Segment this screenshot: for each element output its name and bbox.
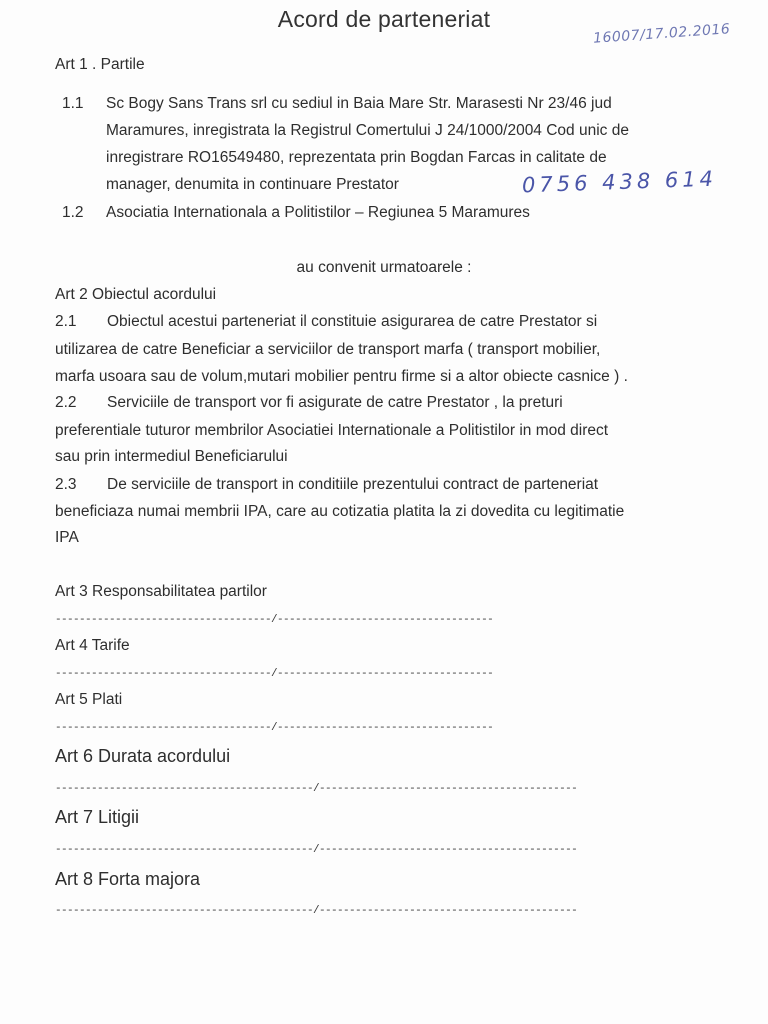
art2-p2-first-line (55, 393, 563, 413)
art2-p1-number: 2.1 (55, 313, 77, 330)
handwritten-phone-number: 0756 438 614 (521, 166, 718, 198)
art1-p1-line: inregistrare RO16549480, reprezentata prin Bogdan Farcas in calitate de (106, 149, 607, 166)
art2-p1-line: utilizarea de catre Beneficiar a serviciilor de transport marfa ( transport mobilier, (55, 341, 601, 358)
art7-heading: Art 7 Litigii (55, 807, 140, 827)
art2-p3-first-line (55, 475, 598, 495)
signature-line-art7: -------------------------------------------/------------------------------------------- (55, 844, 578, 856)
art5-heading: Art 5 Plati (55, 691, 123, 708)
art2-heading: Art 2 Obiectul acordului (55, 286, 217, 303)
art2-p1-line: Obiectul acestui parteneriat il constituie asigurarea de catre Prestator si (107, 313, 598, 330)
document-title: Acord de parteneriat (277, 6, 491, 32)
art8-heading: Art 8 Forta majora (55, 869, 201, 889)
art2-p3-number: 2.3 (55, 476, 77, 493)
art2-p1-first-line (55, 312, 597, 332)
art1-p2-number: 1.2 (62, 204, 84, 221)
signature-line-art8: -------------------------------------------/------------------------------------------- (55, 905, 578, 917)
art3-heading: Art 3 Responsabilitatea partilor (55, 583, 267, 600)
art2-p2-line: Serviciile de transport vor fi asigurate de catre Prestator , la preturi (107, 394, 563, 411)
art2-p2-number: 2.2 (55, 394, 77, 411)
art1-p1-line: Sc Bogy Sans Trans srl cu sediul in Baia Mare Str. Marasesti Nr 23/46 jud (106, 95, 612, 112)
agreed-statement: au convenit urmatoarele : (296, 259, 472, 276)
art2-p3-line: beneficiaza numai membrii IPA, care au cotizatia platita la zi dovedita cu legitimatie (55, 503, 625, 520)
registration-stamp: 16007/17.02.2016 (592, 21, 731, 47)
art4-heading: Art 4 Tarife (55, 637, 130, 654)
art1-p1-number: 1.1 (62, 95, 84, 112)
signature-line-art3: ------------------------------------/------------------------------------ (55, 614, 494, 626)
art2-p3-line: De serviciile de transport in conditiile prezentului contract de parteneriat (107, 476, 599, 493)
art1-p1-line: manager, denumita in continuare Prestator (106, 176, 399, 193)
signature-line-art4: ------------------------------------/------------------------------------ (55, 668, 494, 680)
art2-p2-line: preferentiale tuturor membrilor Asociatiei Internationale a Politistilor in mod direct (55, 422, 609, 439)
art1-p2-text: Asociatia Internationala a Politistilor – Regiunea 5 Maramures (106, 204, 530, 221)
art6-heading: Art 6 Durata acordului (55, 746, 231, 766)
art1-heading: Art 1 . Partile (55, 56, 145, 73)
signature-line-art5: ------------------------------------/------------------------------------ (55, 722, 494, 734)
art2-p1-line: marfa usoara sau de volum,mutari mobilier pentru firme si a altor obiecte casnice ) . (55, 368, 628, 385)
art2-p3-line: IPA (55, 529, 79, 546)
art2-p2-line: sau prin intermediul Beneficiarului (55, 448, 288, 465)
signature-line-art6: -------------------------------------------/------------------------------------------- (55, 783, 578, 795)
art1-p1-line: Maramures, inregistrata la Registrul Comertului J 24/1000/2004 Cod unic de (106, 122, 629, 139)
